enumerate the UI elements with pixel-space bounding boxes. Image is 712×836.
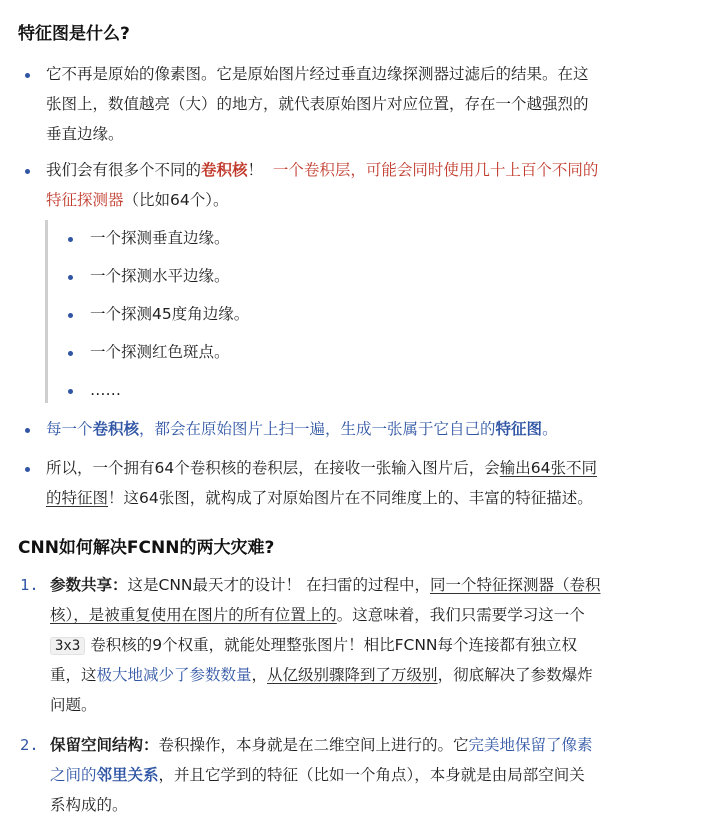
bullet-dot bbox=[25, 467, 30, 472]
text-span: 。这意味着，我们只需要学习这一个 bbox=[336, 606, 585, 624]
text-span: （比如64个）。 bbox=[123, 191, 229, 209]
bullet1-line2: 张图上，数值越亮（大）的地方，就代表原始图片对应位置，存在一个越强烈的 bbox=[46, 95, 589, 113]
underlined-text: 输出64张不同 bbox=[499, 459, 597, 477]
section-title-cnn-solutions: CNN如何解决FCNN的两大灾难? bbox=[18, 538, 275, 558]
keyword-feature-map: 特征图 bbox=[495, 420, 543, 438]
sub-item-5: …… bbox=[90, 381, 121, 399]
item1-line2 bbox=[50, 603, 585, 627]
highlight-red-text: 一个卷积层，可能会同时使用几十上百个不同的 bbox=[272, 161, 599, 179]
list-number: 2. bbox=[20, 736, 39, 754]
sub-item-4: 一个探测红色斑点。 bbox=[90, 343, 230, 361]
keyword-convolution-kernel: 卷积核 bbox=[92, 420, 140, 438]
underlined-text: 同一个特征探测器（卷积 bbox=[429, 576, 601, 594]
bullet2-line2 bbox=[46, 188, 229, 212]
underlined-text: 核），是被重复使用在图片的所有位置上的 bbox=[50, 606, 337, 624]
underlined-text: 的特征图 bbox=[46, 489, 109, 507]
text-span: ，并且它学到的特征（比如一个角点），本身就是由局部空间关 bbox=[158, 766, 585, 784]
text-span: 卷积操作，本身就是在二维空间上进行的。它 bbox=[158, 736, 469, 754]
text-span: 所以，一个拥有64个卷积核的卷积层，在接收一张输入图片后，会 bbox=[46, 459, 500, 477]
item2-line3: 系构成的。 bbox=[50, 796, 128, 814]
section-title-feature-map: 特征图是什么? bbox=[18, 24, 130, 44]
text-span: ！这64张图，就构成了对原始图片在不同维度上的、丰富的特征描述。 bbox=[108, 489, 593, 507]
item1-line3 bbox=[50, 633, 577, 658]
bullet4-line1 bbox=[46, 456, 597, 480]
inline-code: 3x3 bbox=[50, 637, 85, 655]
bullet1-line3: 垂直边缘。 bbox=[46, 125, 124, 143]
bullet-dot bbox=[25, 428, 30, 433]
sub-bullet-dot bbox=[68, 313, 73, 318]
sub-bullet-dot bbox=[68, 237, 73, 242]
item2-line1 bbox=[50, 733, 593, 757]
bullet-dot bbox=[25, 73, 30, 78]
text-span: ， bbox=[251, 666, 268, 684]
bullet2-line1 bbox=[46, 158, 598, 182]
keyword-neighbor-relation: 邻里关系 bbox=[96, 766, 159, 784]
text-span: 卷积核的9个权重，就能处理整张图片！相比FCNN每个连接都有独立权 bbox=[90, 636, 578, 654]
highlight-blue-text: 极大地减少了参数数量 bbox=[96, 666, 252, 684]
sub-item-3: 一个探测45度角边缘。 bbox=[90, 305, 250, 323]
sub-item-1: 一个探测垂直边缘。 bbox=[90, 229, 230, 247]
bullet-dot bbox=[25, 169, 30, 174]
bullet4-line2 bbox=[46, 486, 593, 510]
text-span: ，彻底解决了参数爆炸 bbox=[437, 666, 593, 684]
item1-line1 bbox=[50, 573, 600, 597]
text-span: ！ bbox=[247, 161, 264, 179]
highlight-red-text: 特征探测器 bbox=[46, 191, 124, 209]
text-span: 这是CNN最天才的设计！ 在扫雷的过程中， bbox=[127, 576, 430, 594]
sub-bullet-dot bbox=[68, 351, 73, 356]
text-span: 我们会有很多个不同的 bbox=[46, 161, 202, 179]
item1-line5: 问题。 bbox=[50, 696, 97, 714]
bullet3-line1 bbox=[46, 417, 558, 441]
text-span: ，都会在原始图片上扫一遍，生成一张属于它自己的 bbox=[139, 420, 496, 438]
highlight-blue-text: 之间的 bbox=[50, 766, 97, 784]
underlined-text: 从亿级别骤降到了万级别 bbox=[267, 666, 438, 684]
item2-line2 bbox=[50, 763, 585, 787]
item-heading-spatial-structure: 保留空间结构： bbox=[50, 736, 159, 754]
text-span: 。 bbox=[542, 420, 558, 438]
blockquote-bar bbox=[45, 220, 48, 403]
text-span: 每一个 bbox=[46, 420, 93, 438]
keyword-convolution-kernel: 卷积核 bbox=[201, 161, 248, 179]
sub-bullet-dot bbox=[68, 275, 73, 280]
list-number: 1. bbox=[20, 576, 39, 594]
bullet1-line1: 它不再是原始的像素图。它是原始图片经过垂直边缘探测器过滤后的结果。在这 bbox=[46, 65, 589, 83]
highlight-blue-text: 完美地保留了像素 bbox=[468, 736, 593, 754]
sub-item-2: 一个探测水平边缘。 bbox=[90, 267, 230, 285]
text-span: 重，这 bbox=[50, 666, 97, 684]
sub-bullet-dot bbox=[68, 389, 73, 394]
item-heading-parameter-sharing: 参数共享： bbox=[50, 576, 128, 594]
item1-line4 bbox=[50, 663, 593, 687]
